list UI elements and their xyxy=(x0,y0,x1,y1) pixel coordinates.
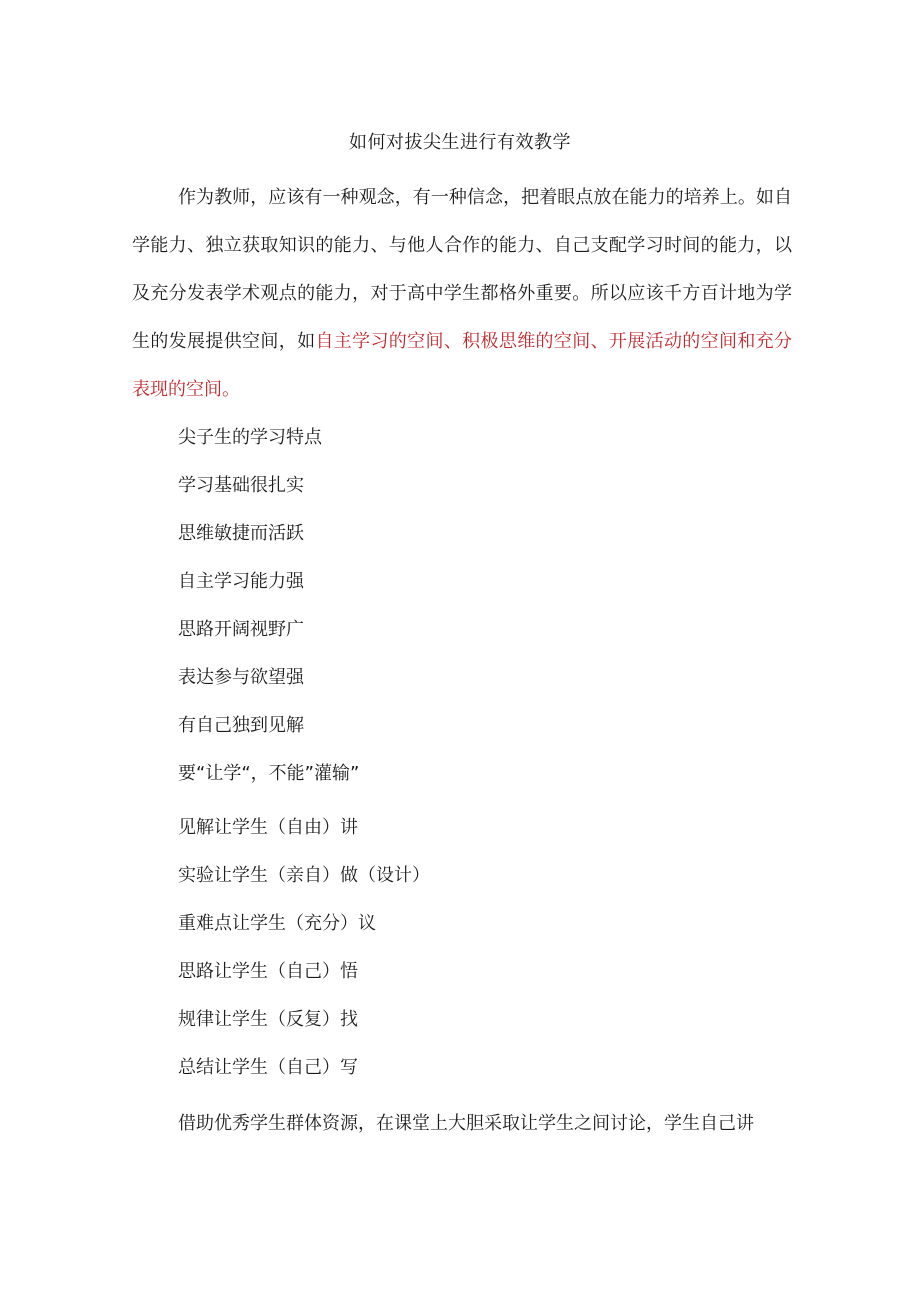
list-item: 自主学习能力强 xyxy=(178,571,304,592)
list-item: 思路让学生（自己）悟 xyxy=(178,961,358,982)
intro-highlighted-text: 自主学习的空间、积极思维的空间、开展活动的空间和充分表现的空间。 xyxy=(132,331,793,400)
list-item: 要“让学“，不能”灌输” xyxy=(178,763,360,784)
list-item: 总结让学生（自己）写 xyxy=(178,1057,358,1078)
list-item: 思维敏捷而活跃 xyxy=(178,523,304,544)
document-title: 如何对拔尖生进行有效教学 xyxy=(349,132,571,153)
list-item: 思路开阔视野广 xyxy=(178,619,304,640)
list-item: 表达参与欲望强 xyxy=(178,667,304,688)
list-item: 实验让学生（亲自）做（设计） xyxy=(178,865,430,886)
closing-paragraph: 借助优秀学生群体资源，在课堂上大胆采取让学生之间讨论，学生自己讲 xyxy=(178,1113,754,1134)
list-item: 见解让学生（自由）讲 xyxy=(178,817,358,838)
content-lines xyxy=(178,414,818,1092)
intro-text: 作为教师，应该有一种观念，有一种信念，把着眼点放在能力的培养上。如自学能力、独立获取知识的能力、与他人合作的能力、自己支配学习时间的能力，以及充分发表学术观点的能力，对于高中学生都格外重要。所以应该千方百计地为学生的发展提供空间，如 xyxy=(132,187,792,352)
intro-paragraph xyxy=(132,174,792,414)
list-item: 重难点让学生（充分）议 xyxy=(178,913,376,934)
list-item: 规律让学生（反复）找 xyxy=(178,1009,358,1030)
list-item: 学习基础很扎实 xyxy=(178,475,304,496)
list-item: 有自己独到见解 xyxy=(178,715,304,736)
list-item: 尖子生的学习特点 xyxy=(178,427,322,448)
